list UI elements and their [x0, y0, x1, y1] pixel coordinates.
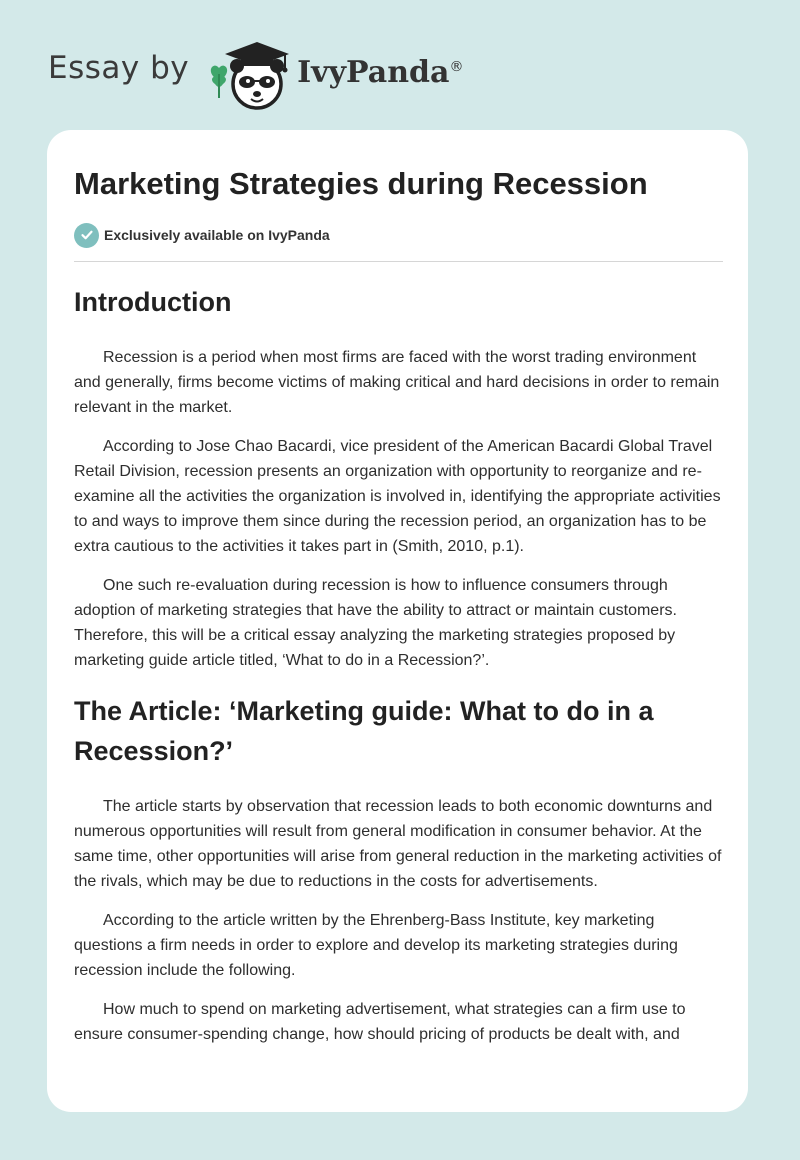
exclusive-label: Exclusively available on IvyPanda: [104, 227, 330, 243]
paragraph: The article starts by observation that recession leads to both economic downturns and numerous opportunities will result from general modification in consumer behavior. At the same time, other opportunities will arise from general reduction in the marketing activities of the rivals, which may be due to reductions in the costs for advertisements.: [74, 798, 722, 890]
site-header: [48, 34, 463, 114]
divider: [74, 261, 723, 262]
paragraph: How much to spend on marketing advertisement, what strategies can a firm use to ensure consumer-spending change, how should pricing of products be dealt with, and: [74, 1001, 686, 1043]
paragraph: According to the article written by the Ehrenberg-Bass Institute, key marketing questions a firm needs in order to explore and develop its marketing strategies during recession include the following.: [74, 912, 678, 979]
registered-mark: ®: [449, 58, 464, 75]
exclusive-badge: [74, 222, 330, 248]
paragraph: Recession is a period when most firms are faced with the worst trading environment and generally, firms become victims of making critical and hard decisions in order to remain relevant in the market.: [74, 349, 720, 416]
essay-body: [74, 282, 723, 1061]
panda-graduate-icon: [205, 34, 295, 114]
paragraph: According to Jose Chao Bacardi, vice president of the American Bacardi Global Travel Retail Division, recession presents an organization with opportunity to reorganize and re-examine all the activities the organization is involved in, identifying the appropriate activities to and ways to improve them since during the recession period, an organization has to be extra cautious to the activities it takes part in (Smith, 2010, p.1).: [74, 438, 721, 555]
essay-card: [47, 130, 748, 1112]
essay-by-label: Essay by: [48, 50, 190, 86]
paragraph: One such re-evaluation during recession is how to influence consumers through adoption of marketing strategies that have the ability to attract or maintain customers. Therefore, this will be a critical essay analyzing the marketing strategies proposed by marketing guide article titled, ‘What to do in a Recession?’.: [74, 577, 677, 669]
brand-name: IvyPanda®: [297, 54, 464, 90]
section-heading-introduction: Introduction: [74, 287, 232, 317]
section-heading-article: The Article: ‘Marketing guide: What to do in a Recession?’: [74, 696, 654, 766]
page-title: Marketing Strategies during Recession: [74, 166, 648, 201]
check-circle-icon: [74, 223, 99, 248]
